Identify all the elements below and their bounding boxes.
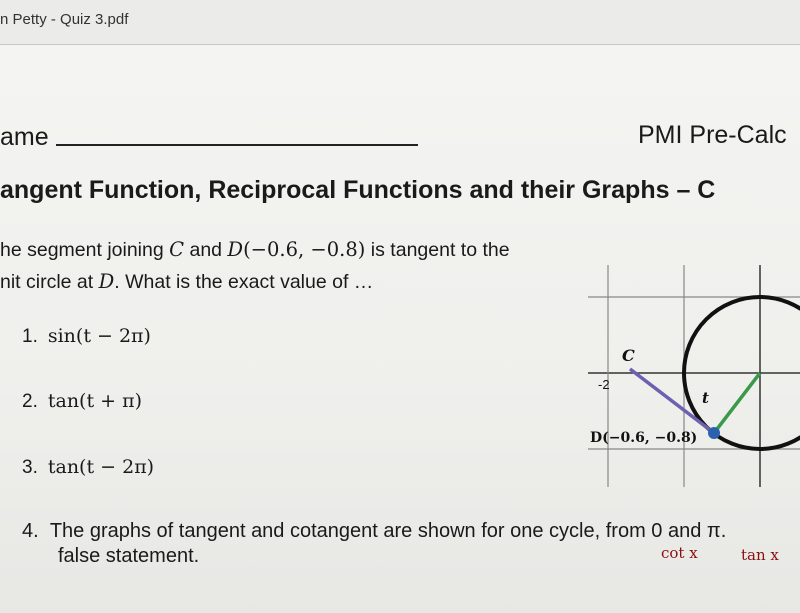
name-underline bbox=[56, 144, 418, 146]
prompt-line-1: he segment joining C and D(−0.6, −0.8) is tangent to the bbox=[0, 238, 510, 261]
question-4-line-2: false statement. bbox=[58, 545, 200, 567]
unit-circle-figure bbox=[580, 265, 800, 487]
label-c: C bbox=[622, 346, 635, 365]
title-bar bbox=[0, 0, 800, 45]
label-d: D(−0.6, −0.8) bbox=[590, 430, 698, 446]
section-heading: angent Function, Reciprocal Functions and their Graphs – C bbox=[0, 176, 716, 204]
cot-graph-label: cot x bbox=[661, 544, 698, 562]
label-t: t bbox=[702, 389, 709, 407]
name-label: ame bbox=[0, 123, 49, 151]
document-title: n Petty - Quiz 3.pdf bbox=[0, 11, 129, 28]
question-2: 2. tan(t + π) bbox=[22, 390, 143, 412]
question-1: 1. sin(t − 2π) bbox=[22, 325, 151, 347]
tan-graph-label: tan x bbox=[741, 546, 779, 564]
course-title: PMI Pre-Calc bbox=[638, 121, 787, 149]
radius-segment bbox=[714, 373, 760, 433]
question-3: 3. tan(t − 2π) bbox=[22, 456, 155, 478]
point-d-label: D bbox=[227, 238, 244, 261]
point-c-label: C bbox=[169, 238, 185, 261]
point-d-marker bbox=[708, 427, 720, 439]
tick-label-neg2: -2 bbox=[598, 377, 610, 392]
point-d-coords: (−0.6, −0.8) bbox=[243, 238, 366, 261]
prompt-line-2: nit circle at D. What is the exact value of … bbox=[0, 270, 374, 293]
question-4-line-1: 4. The graphs of tangent and cotangent are shown for one cycle, from 0 and π. bbox=[22, 520, 727, 542]
